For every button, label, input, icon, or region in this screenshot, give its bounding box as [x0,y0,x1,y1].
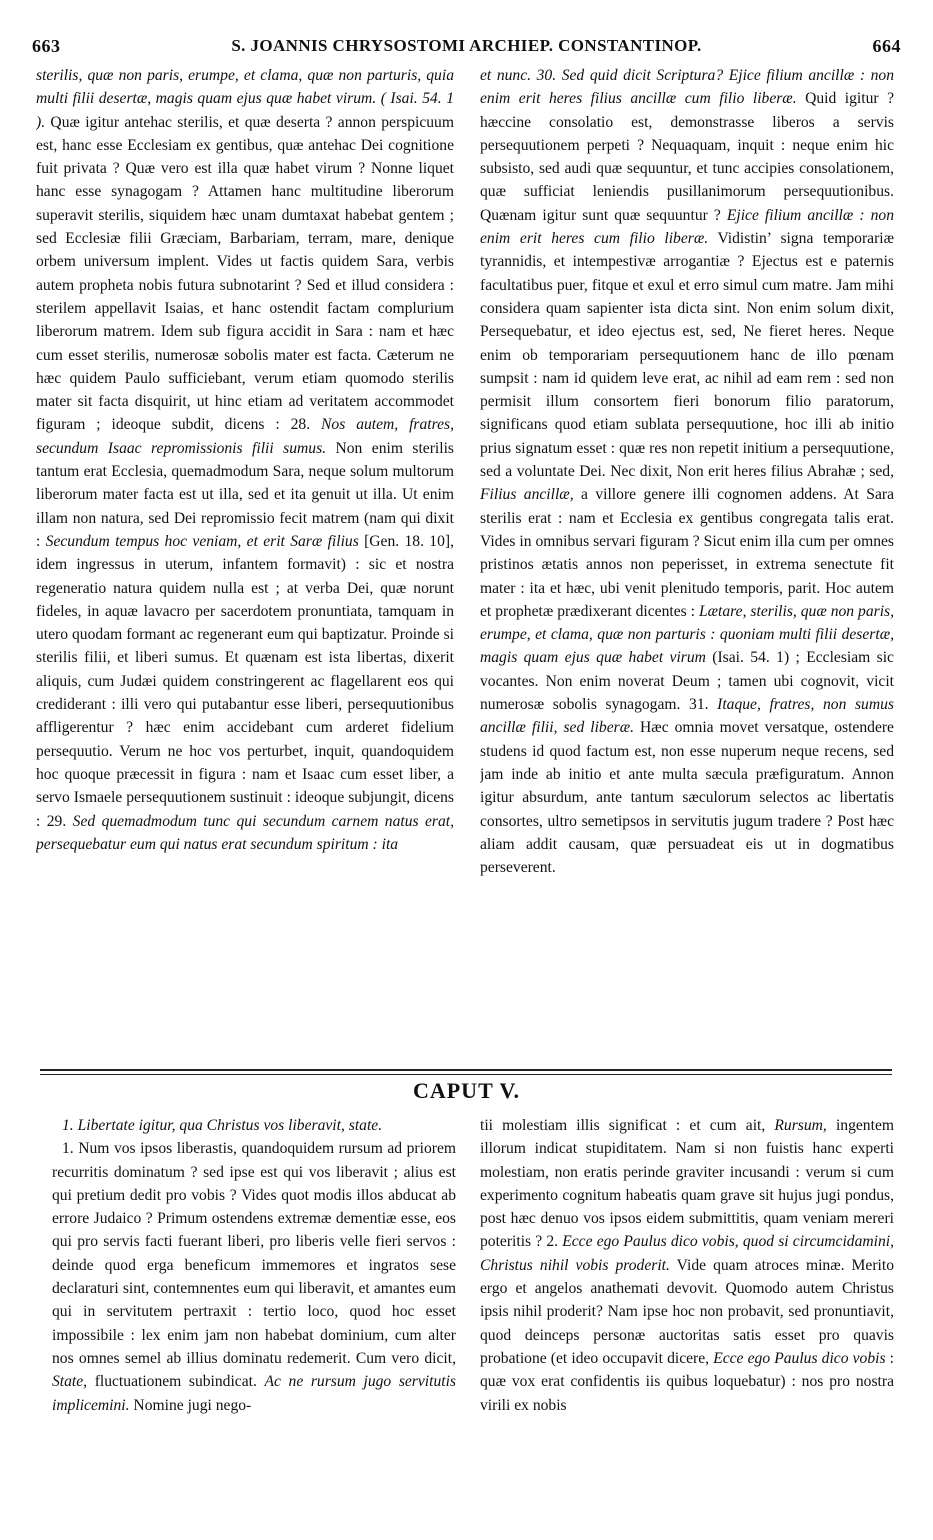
italic-text-run: Secundum tempus hoc veniam, et erit Saræ filius [45,532,359,550]
section-divider [40,1069,892,1071]
running-title: S. JOANNIS CHRYSOSTOMI ARCHIEP. CONSTANTINOP. [231,36,702,55]
italic-text-run: sterilis, quæ non paris, erumpe, et clama, quæ non parturis, quia multi filii desertæ, magis quam ejus quæ habet virum. ( Isai. 54. 1 ). [36,67,454,131]
lower-left-column [52,1114,456,1524]
italic-text-run: Ejice filium ancillæ : non enim erit heres cum filio liberæ. [480,206,894,248]
upper-right-paragraph [480,64,894,879]
italic-text-run: Sed quemadmodum tunc qui secundum carnem natus erat, persequebatur eum qui natus erat secundum spiritum : ita [36,812,454,853]
running-header [32,36,901,60]
text-run: a villore genere illi cognomen addens. At Sara sterilis erat : nam et Ecclesia ex gentibus congregata talis erat. Vides in omnibus servari figuram ? Sicut enim illa cum per omnes pristinos ætatis annos non peperisset, in extrema senectute fit mater : ita et hæc, ubi venit plenitudo temporis, parit. Hoc autem et prophetæ prædixerant dicentes : [480,486,894,620]
text-run: Quæ igitur antehac sterilis, et quæ deserta ? annon perspicuum est, hanc esse Ecclesiam ex gentibus, quæ antehac Dei cognitione fuit privata ? Quæ vero est illa quæ habet virum ? Nonne liquet hanc esse synagogam ? Attamen hanc multitudine liberorum superavit sterilis, siquidem hæc unam dumtaxat habebat gentem ; sed Ecclesiæ filii Græciam, Barbariam, terram, mare, denique orbem universum implent. Vides ut factis quidem Sara, verbis autem propheta nobis futura subnotarint ? Sed et illud considera : sterilem appellavit Isaias, et hanc ostendit factam complurium liberorum matrem. Idem sub figura accidit in Sara : nam et hæc cum esset sterilis, numerosæ sobolis mater est facta. Cæterum ne hæc quidem Paulo sufficiebant, verum etiam quomodo sterilis mater sit facta disquirit, ut hinc etiam ad veritatem accommodet figuram ; ideoque subdit, dicens : 28. [36,113,454,434]
italic-text-run: Itaque, fratres, non sumus ancillæ filii, sed liberæ. [480,696,894,737]
text-run: Vidistin’ signa temporariæ tyrannidis, et intempestivæ arrogantiæ ? Ejectus est e paternis facultatibus puer, fitque et exul et erro simul cum matre. Jam mihi considera quam sapienter ista dicta sint. Non enim solum dixit, Persequebatur, et ideo ejectus est, sed, Ne fieret heres. Neque enim ob temporariam persequutionem hanc de illo pœnam sumpsit : nam id quidem leve erat, ac nihil ad eam rem : sed non permisit illum consortem fieri bonorum filio paratorum, significans quod etiam sublata persequutione, hoc illi ab initio prius signatum esset : quæ res non repetit initium a persequutione, sed a voluntate Dei. Nec dixit, Non erit heres filius Abrahæ ; sed, [480,230,894,481]
text-run: Non enim sterilis tantum erat Ecclesia, quemadmodum Sara, neque solum multorum liberorum mater facta est ut illa, sed et ita genuit ut illa. Ut enim illam non natura, sed Dei repromissio fecit matrem (nam qui dixit : [36,439,454,550]
italic-text-run: et nunc. 30. [480,67,562,84]
italic-text-run: Ecce ego Paulus dico vobis [713,1349,886,1367]
lower-left-paragraph [52,1137,456,1417]
italic-text-run: Filius ancillæ, [480,486,574,504]
text-run: ingentem illorum indicat stupiditatem. Nam si non fuistis hanc experti molestiam, non eratis perinde graviter incusandi : verum si cum experimento cognitum habeatis quam grave sit hujus jugi pondus, post hæc denuo vos ipsos eidem submittitis, quam veniam mereri poteritis ? 2. [480,1117,894,1251]
italic-text-run: Nos autem, fratres, secundum Isaac repromissionis filii sumus. [36,416,454,457]
text-run: fluctuationem subindicat. [87,1373,265,1391]
text-run: : quæ vox erat confidentis iis quibus loquebatur) : nos pro nostra virili ex nobis [480,1349,894,1414]
text-run: Vide quam atroces minæ. Merito ergo et angelos anathemati devovit. Quomodo autem Christus ipsis nihil proderit? Nam ipse hoc non probavit, sed pronuntiavit, quod deinceps personæ auctoritas satis esset pro quavis probatione (et ideo occupavit dicere, [480,1256,894,1367]
italic-text-run: Sed quid dicit Scriptura? Ejice filium ancillæ : non enim erit heres filius ancillæ cum filio liberæ. [480,67,894,108]
text-run: 1. Num vos ipsos liberastis, quandoquidem rursum ad priorem recurritis dominatum ? sed ipse est qui vos liberavit ; alius est qui pretium dedit pro vobis ? Vides quot modis illos abducat ab errore Judaico ? Primum ostendens extremæ dementiæ esse, eos qui pro servis facti fuerant liberi, pro liberis velle fieri servos : deinde quod erga beneficum immemores et ingratos sese declaraturi sint, contemnentes eum qui liberavit, et amantes eum qui in servitutem pertraxit : tertio loco, quod hoc esset impossibile : lex enim jam non habebat dominium, cum alter nos omnes semel ab illius dominatu redemerit. Cum vero dicit, [52,1140,456,1367]
italic-text-run: State, [52,1373,88,1391]
upper-right-column [480,64,894,1054]
page-number-left: 663 [32,36,61,56]
verse-lemma: 1. Libertate igitur, qua Christus vos liberavit, state. [62,1117,383,1134]
upper-left-paragraph [36,64,454,856]
page-number-right: 664 [872,36,901,56]
text-run: tii molestiam illis significat : et cum ait, [480,1117,775,1134]
italic-text-run: Rursum, [774,1117,827,1134]
text-run: (Isai. 54. 1) ; Ecclesiam sic vocantes. Non enim noverat Deum ; tamen ubi cognovit, vicit numerosæ sobolis synagogam. 31. [480,649,894,714]
lower-right-column [480,1114,894,1524]
text-run: [Gen. 18. 10], idem ingressus in uterum, infantem formavit) : sic et nostra regeneratio natura quidem nulla est ; at verba Dei, quæ norunt fideles, in aquæ lavacro per sacerdotem pronuntiata, tamquam in utero quodam formant ac regenerant eum qui baptizatur. Proinde si sterilis filii, et liberi sumus. Et quænam est ista libertas, dixerit aliquis, cum Judæi quidem constringerent ac flagellarent eos qui crediderant : illi vero qui putabantur esse liberi, persequutionibus affligerentur ? hæc enim accidebant cum arderet fidelium persequutio. Verum ne hoc vos perturbet, inquit, quandoquidem hoc quoque præcessit in figura : nam et Isaac cum esset liber, a servo Ismaele persequutionem sustinuit : ideoque subjungit, dicens : 29. [36,532,454,830]
text-run: Nomine jugi nego- [129,1396,252,1414]
text-run: Hæc omnia movet versatque, ostendere studens id quod factum est, non esse nuperum neque recens, sed jam inde ab initio et ante multa sæcula præfiguratum. Annon igitur absurdum, ante tantum sæculorum selectos ac libertatis consortes, ultro semetipsos in servitutis jugum tradere ? Post hæc aliam addit causam, quæ persuadeat eis ut in dogmatibus perseverent. [480,719,894,877]
text-run: Quid igitur ? hæccine consolatio est, demonstrasse liberos a servis persequutionem perpeti ? Nequaquam, inquit : neque enim hic subsisto, sed audi quæ sequuntur, et tunc accipies consolationem, quæ sufficiat leniendis pusillanimorum persequutionibus. Quænam igitur sunt quæ sequuntur ? [480,90,894,224]
italic-text-run: Ecce ego Paulus dico vobis, quod si circumcidamini, Christus nihil vobis proderit. [480,1233,894,1274]
lower-right-paragraph [480,1114,894,1417]
italic-text-run: Lætare, sterilis, quæ non paris, erumpe, et clama, quæ non parturis : quoniam multi filii desertæ, magis quam ejus quæ habet virum [480,602,894,667]
chapter-heading: CAPUT V. [412,1078,521,1103]
upper-left-column [36,64,454,1054]
section-divider-thin [40,1074,892,1075]
italic-text-run: Ac ne rursum jugo servitutis implicemini. [52,1373,456,1414]
